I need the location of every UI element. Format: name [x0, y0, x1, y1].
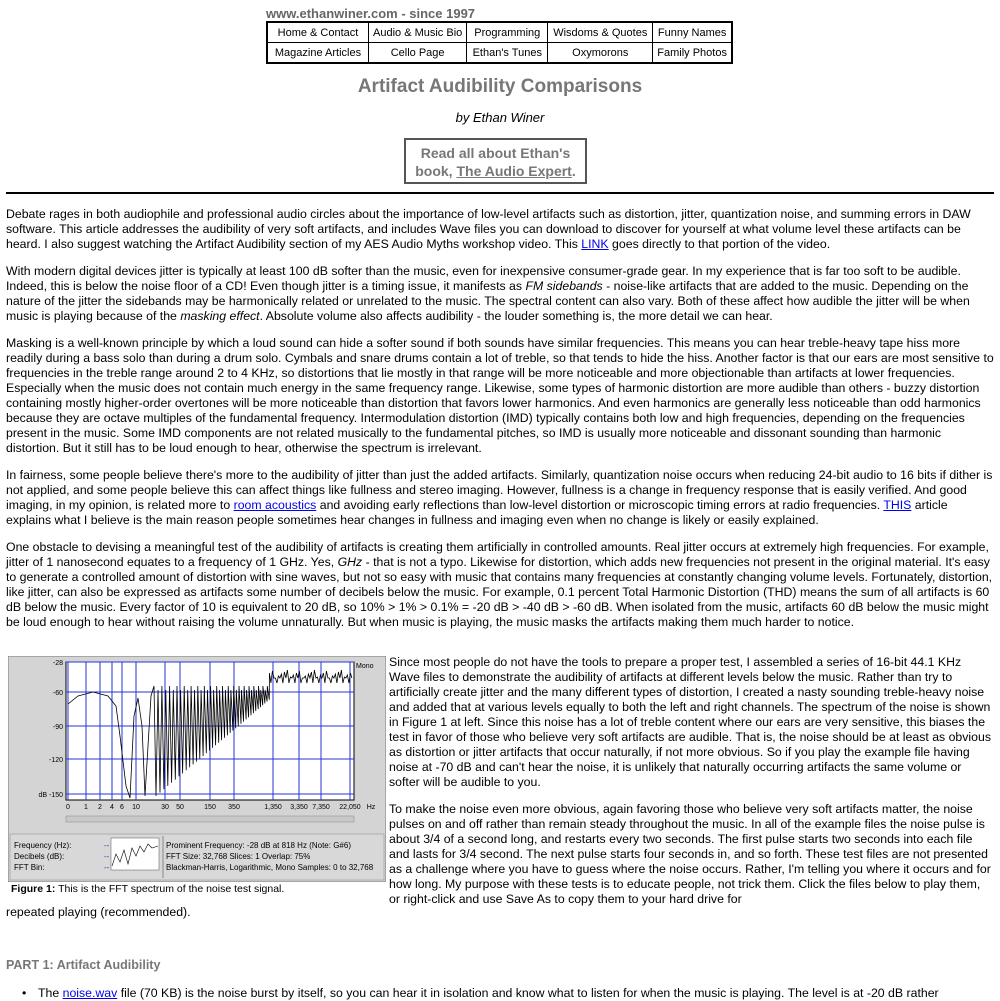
p5-text-a: One obstacle to devising a meaningful test of the audibility of artifacts is creating them artificially in controlled amounts. Real jitter occurs at extremely high frequencies. For example, jitter of 1 nanosecond equates to a frequency of 1 GHz. Yes,: [6, 540, 989, 569]
x-tick-label: 4: [110, 804, 114, 811]
nav-family-photos[interactable]: Family Photos: [653, 43, 732, 64]
promo-line2-post: .: [571, 163, 576, 179]
p2-em-fm: FM sidebands: [525, 279, 603, 293]
nav-audio-music-bio[interactable]: Audio & Music Bio: [369, 22, 467, 43]
nav-home-contact[interactable]: Home & Contact: [267, 22, 369, 43]
x-tick-label: 30: [161, 804, 169, 811]
figure-1: [8, 656, 386, 902]
fft-spectrum-image: [8, 656, 386, 882]
book-promo-box: [404, 138, 587, 184]
p1-text-b: goes directly to that portion of the video.: [608, 237, 831, 251]
p5-text-b: - that is not a typo. Likewise for distortion, which adds new frequencies not present in the original material. It's easy to generate a controlled amount of distortion with sine waves, but not so easy with music that contains many frequencies at constantly changing volume levels. Fortunately, distortion, like jitter, can also be expressed as artifacts some number of decibels below the music. For example, 0.1 percent Total Harmonic Distortion (THD) means the sum of all artifacts is 60 dB below the music. Every factor of 10 is equivalent to 20 dB, so 10% > 1% > 0.1% = -20 dB > -40 dB > -60 dB. When isolated from the music, artifacts 60 dB below the music might be loud enough to hear without raising the volume unnaturally. But when music is playing, the music masks the artifacts making them much harder to notice.: [6, 555, 993, 629]
x-tick-label: 6: [120, 804, 124, 811]
paragraph-6: Since most people do not have the tools to prepare a proper test, I assembled a series of 16-bit 44.1 KHz Wave files to demonstrate the audibility of artifacts at different levels below the music. Rather than try to artificially create jitter and the many different types of distortion, I created a nasty sounding treble-heavy noise and added that at various levels equally to both the left and right channels. The spectrum of the noise is shown in Figure 1 at left. Since this noise has a lot of treble content where our ears are very sensitive, this biases the test in favor of those who believe very soft artifacts are audible. That is, the noise should be at least as obvious as distortion or jitter artifacts that occur naturally, if not more obvious. So if you play the example file having noise at -70 dB and can't hear the noise, it is unlikely that naturally occurring artifacts the same volume or softer will be audible to you.: [389, 655, 991, 789]
bullet1-text-b: file (70 KB) is the noise burst by itself, so you can hear it in isolation and know what to listen for when the music is playing. The level is at -20 dB rather: [117, 986, 939, 1000]
p1-text-a: Debate rages in both audiophile and professional audio circles about the importance of low-level artifacts such as distortion, jitter, quantization noise, and summing errors in DAW software. This article addresses the audibility of very soft artifacts, and includes Wave files you can download to discover for yourself at what volume level these artifacts can be heard. I also suggest watching the Artifact Audibility section of my AES Audio Myths workshop video. This: [6, 207, 971, 251]
x-tick-label: 350: [228, 804, 240, 811]
page-title: Artifact Audibility Comparisons: [357, 76, 643, 97]
p4-text-c: article explains what I believe is the main reason people sometimes hear changes in fullness and imaging even when no change is likely or easily explained.: [6, 498, 948, 527]
readout-freq-label: Frequency (Hz):: [14, 841, 72, 850]
p5-em-ghz: GHz: [337, 555, 363, 569]
paragraph-4: [6, 468, 994, 528]
figure-caption: [11, 883, 284, 895]
y-tick-label: -120: [48, 757, 63, 764]
paragraph-2: [6, 264, 994, 324]
readout-db-label: Decibels (dB):: [14, 852, 65, 861]
section-heading-part1: PART 1: Artifact Audibility: [6, 958, 161, 972]
y-tick-label: -60: [52, 690, 63, 697]
book-link[interactable]: The Audio Expert: [456, 163, 572, 179]
p4-text-b: and avoiding early reflections than low-level distortion or microscopic timing errors at radio frequencies.: [316, 498, 884, 512]
caption-text: This is the FFT spectrum of the noise test signal.: [55, 883, 285, 895]
p2-text-b: - noise-like artifacts that are added to the music. Depending on the nature of the jitter the sidebands may be harmonically related or unrelated to the music. The spectral content can also vary. Both of these affect how audible the jitter will be when music is playing because of the: [6, 279, 970, 323]
promo-line2-pre: book,: [415, 163, 457, 179]
y-tick-label: -28: [52, 660, 63, 667]
x-tick-label: 150: [204, 804, 216, 811]
nav-ethans-tunes[interactable]: Ethan's Tunes: [467, 43, 548, 64]
x-tick-label: 0: [66, 804, 70, 811]
readout-bin-value: --: [104, 863, 110, 872]
side-text: [389, 655, 991, 919]
scroll-bar: [66, 816, 354, 822]
x-tick-label: 7,350: [312, 804, 330, 811]
divider: [6, 192, 994, 194]
p4-text-a: In fairness, some people believe there's more to the audibility of jitter than just the added artifacts. Similarly, quantization noise occurs when reducing 24-bit audio to 16 bits if dither is not applied, and some people believe this can affect things like fullness and stereo imaging. However, fullness is a change in frequency response that is easily verified. And good imaging, in my opinion, is related more to: [6, 468, 993, 512]
x-tick-label: 10: [132, 804, 140, 811]
p2-em-masking: masking effect: [180, 309, 260, 323]
info-line-3: Blackman-Harris, Logarithmic, Mono Samples: 0 to 32,768: [166, 863, 374, 872]
nav-funny-names[interactable]: Funny Names: [653, 22, 732, 43]
caption-label: Figure 1:: [11, 883, 56, 895]
byline: by Ethan Winer: [455, 110, 545, 125]
video-link[interactable]: LINK: [581, 237, 609, 251]
bullet-icon: •: [22, 986, 27, 1000]
paragraph-1: [6, 207, 994, 252]
y-tick-label: -90: [52, 724, 63, 731]
bullet1-text-a: The: [38, 986, 63, 1000]
info-line-1: Prominent Frequency: -28 dB at 818 Hz (Note: G#6): [166, 841, 351, 850]
promo-line1: Read all about Ethan's: [420, 145, 571, 161]
nav-programming[interactable]: Programming: [467, 22, 548, 43]
room-acoustics-link[interactable]: room acoustics: [233, 498, 317, 512]
paragraph-7-tail: repeated playing (recommended).: [6, 905, 191, 919]
readout-db-value: --: [104, 852, 110, 861]
paragraph-7: To make the noise even more obvious, again favoring those who believe very soft artifacts matter, the noise pulses on and off rather than remain steady throughout the music. In all of the example files the noise pulse is about 3/4 of a second long, and restarts every two seconds. The first pulse starts two seconds into each file and lasts for 3/4 second. The next pulse starts four seconds in, and so forth. These test files are not presented as a challenge where you have to guess where the noise occurs. Rather, I'm telling you where it occurs and for how long. My purpose with these tests is to educate people, not trick them. Click the files below to play them, or right-click and use Save As to copy them to your hard drive for: [389, 802, 991, 906]
nav-cello-page[interactable]: Cello Page: [369, 43, 467, 64]
site-banner: www.ethanwiner.com - since 1997: [266, 6, 476, 21]
paragraph-5: [6, 540, 994, 630]
x-tick-label: 22,050: [339, 804, 361, 811]
y-tick-label: dB -150: [38, 792, 63, 799]
readout-freq-value: --: [104, 841, 110, 850]
mono-label: Mono: [356, 663, 374, 670]
x-tick-label: 1,350: [264, 804, 282, 811]
noise-wav-link[interactable]: noise.wav: [62, 986, 118, 1000]
x-tick-label: Hz: [366, 804, 376, 811]
nav-magazine-articles[interactable]: Magazine Articles: [267, 43, 369, 64]
nav-wisdoms-quotes[interactable]: Wisdoms & Quotes: [548, 22, 653, 43]
x-tick-label: 1: [84, 804, 88, 811]
this-article-link[interactable]: THIS: [883, 498, 912, 512]
p2-text-a: With modern digital devices jitter is typically at least 100 dB softer than the music, even for inexpensive consumer-grade gear. In my experience that is far too soft to be audible. Indeed, this is below the noise floor of a CD! Even though jitter is a timing issue, it manifests as: [6, 264, 961, 293]
nav-oxymorons[interactable]: Oxymorons: [548, 43, 653, 64]
info-line-2: FFT Size: 32,768 Slices: 1 Overlap: 75%: [166, 852, 311, 861]
p2-text-c: . Absolute volume also affects audibility - the louder something is, the more detail we can hear.: [259, 309, 773, 323]
x-tick-label: 50: [176, 804, 184, 811]
paragraph-3: Masking is a well-known principle by which a loud sound can hide a softer sound if both sounds have similar frequencies. This means you can hear treble-heavy tape hiss more readily during a bass solo than during a drum solo. Cymbals and snare drums contain a lot of treble, so that tends to hide the hiss. Another factor is that our ears are most sensitive to frequencies in the treble range around 2 to 4 KHz, so distortions that lie mostly in that range will be more noticeable and more objectionable than artifacts at lower frequencies. Especially when the music does not contain much energy in the same frequency range. Likewise, some types of harmonic distortion are more audible than others - buzzy distortion containing mostly higher-order overtones will be more noticeable than distortion that favors lower harmonics. And even harmonics are generally less noticeable than odd harmonics because they are octave multiples of the fundamental frequency. Intermodulation distortion (IMD) typically contains both low and high frequencies, depending on the frequencies present in the music. Some IMD components are not related musically to the fundamental pitches, so IMD is usually more noticeable and dissonant sounding than harmonic distortion. But it still has to be loud enough to hear, otherwise the spectrum is irrelevant.: [6, 336, 994, 455]
article-body: [6, 207, 994, 642]
nav-menu: [266, 21, 733, 64]
readout-bin-label: FFT Bin:: [14, 863, 45, 872]
x-tick-label: 3,350: [290, 804, 308, 811]
x-tick-label: 2: [98, 804, 102, 811]
